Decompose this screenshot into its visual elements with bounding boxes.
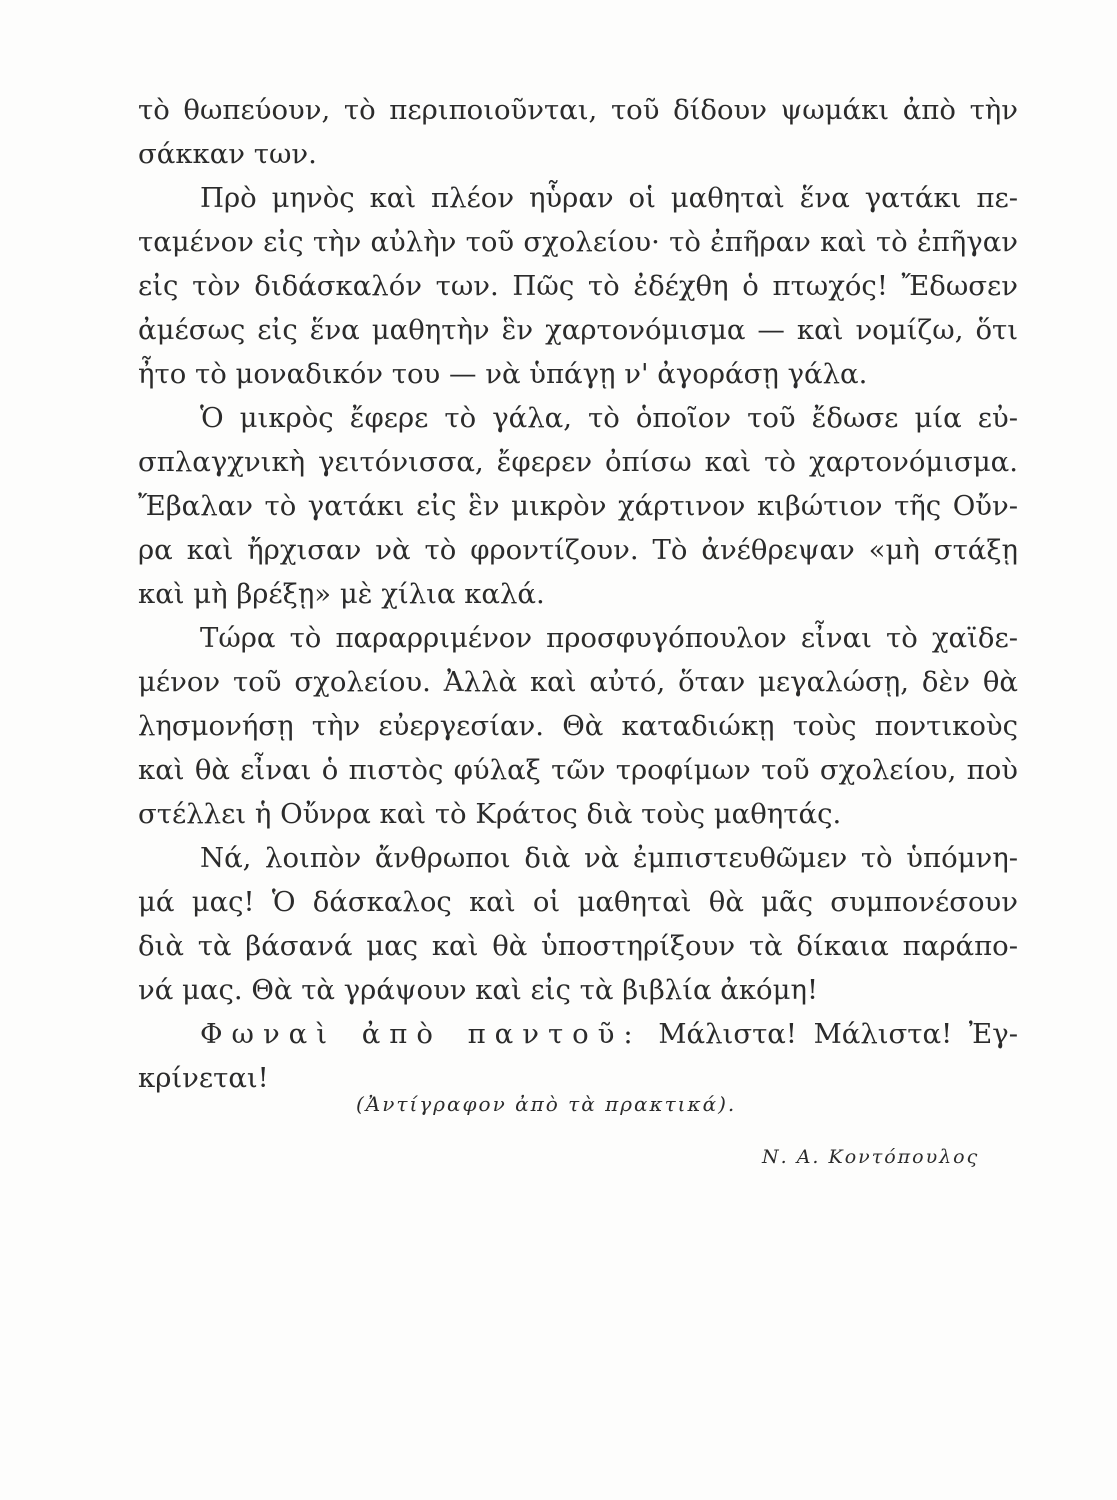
- text-line: ἦτο τὸ μοναδικόν του — νὰ ὑπάγῃ ν' ἀγοράσῃ γάλα.: [138, 358, 868, 390]
- paragraph-start-line: Πρὸ μηνὸς καὶ πλέον ηὗραν οἱ μαθηταὶ ἕνα γατάκι πε-: [200, 182, 1018, 214]
- paragraph-start-line: Νά, λοιπὸν ἄνθρωποι διὰ νὰ ἐμπιστευθῶμεν τὸ ὑπόμνη-: [200, 842, 1018, 874]
- text-line: μά μας! Ὁ δάσκαλος καὶ οἱ μαθηταὶ θὰ μᾶς συμπονέσουν: [138, 886, 1018, 918]
- text-line: σάκκαν των.: [138, 138, 317, 170]
- text-line: ρα καὶ ἤρχισαν νὰ τὸ φροντίζουν. Τὸ ἀνέθρεψαν «μὴ στάξῃ: [138, 534, 1018, 566]
- text-line: καὶ θὰ εἶναι ὁ πιστὸς φύλαξ τῶν τροφίμων τοῦ σχολείου, ποὺ: [138, 754, 1018, 786]
- final-paragraph-rest: Μάλιστα! Μάλιστα! Ἐγ-: [658, 1018, 1018, 1050]
- text-line: σπλαγχνικὴ γειτόνισσα, ἔφερεν ὀπίσω καὶ τὸ χαρτονόμισμα.: [138, 446, 1018, 478]
- text-line: στέλλει ἡ Οὔνρα καὶ τὸ Κράτος διὰ τοὺς μαθητάς.: [138, 798, 842, 830]
- final-paragraph-line: [200, 1012, 1018, 1056]
- text-line: διὰ τὰ βάσανά μας καὶ θὰ ὑποστηρίξουν τὰ δίκαια παράπο-: [138, 930, 1018, 962]
- text-line: ταμένον εἰς τὴν αὐλὴν τοῦ σχολείου· τὸ ἐπῆραν καὶ τὸ ἐπῆγαν: [138, 226, 1018, 258]
- spaced-speaker-label: Φωναὶ ἀπὸ παντοῦ:: [200, 1018, 642, 1050]
- author-signature: Ν. Α. Κοντόπουλος: [762, 1146, 980, 1168]
- text-line: νά μας. Θὰ τὰ γράψουν καὶ εἰς τὰ βιβλία ἀκόμη!: [138, 974, 819, 1006]
- text-line: ἀμέσως εἰς ἕνα μαθητὴν ἓν χαρτονόμισμα — καὶ νομίζω, ὅτι: [138, 314, 1018, 346]
- text-line: μένον τοῦ σχολείου. Ἀλλὰ καὶ αὐτό, ὅταν μεγαλώσῃ, δὲν θὰ: [138, 666, 1018, 698]
- text-line: εἰς τὸν διδάσκαλόν των. Πῶς τὸ ἐδέχθη ὁ πτωχός! Ἔδωσεν: [138, 270, 1018, 302]
- text-line: καὶ μὴ βρέξῃ» μὲ χίλια καλά.: [138, 578, 545, 610]
- paragraph-start-line: Τώρα τὸ παραρριμένον προσφυγόπουλον εἶναι τὸ χαϊδε-: [200, 622, 1018, 654]
- paragraph-start-line: Ὁ μικρὸς ἔφερε τὸ γάλα, τὸ ὁποῖον τοῦ ἔδωσε μία εὐ-: [200, 402, 1018, 434]
- source-citation: (Ἀντίγραφον ἀπὸ τὰ πρακτικά).: [356, 1092, 737, 1116]
- text-line: κρίνεται!: [138, 1062, 269, 1094]
- text-line: Ἔβαλαν τὸ γατάκι εἰς ἓν μικρὸν χάρτινον κιβώτιον τῆς Οὔν-: [138, 490, 1018, 522]
- text-line: λησμονήσῃ τὴν εὐεργεσίαν. Θὰ καταδιώκῃ τοὺς ποντικοὺς: [138, 710, 1018, 742]
- text-line: τὸ θωπεύουν, τὸ περιποιοῦνται, τοῦ δίδουν ψωμάκι ἀπὸ τὴν: [138, 94, 1018, 126]
